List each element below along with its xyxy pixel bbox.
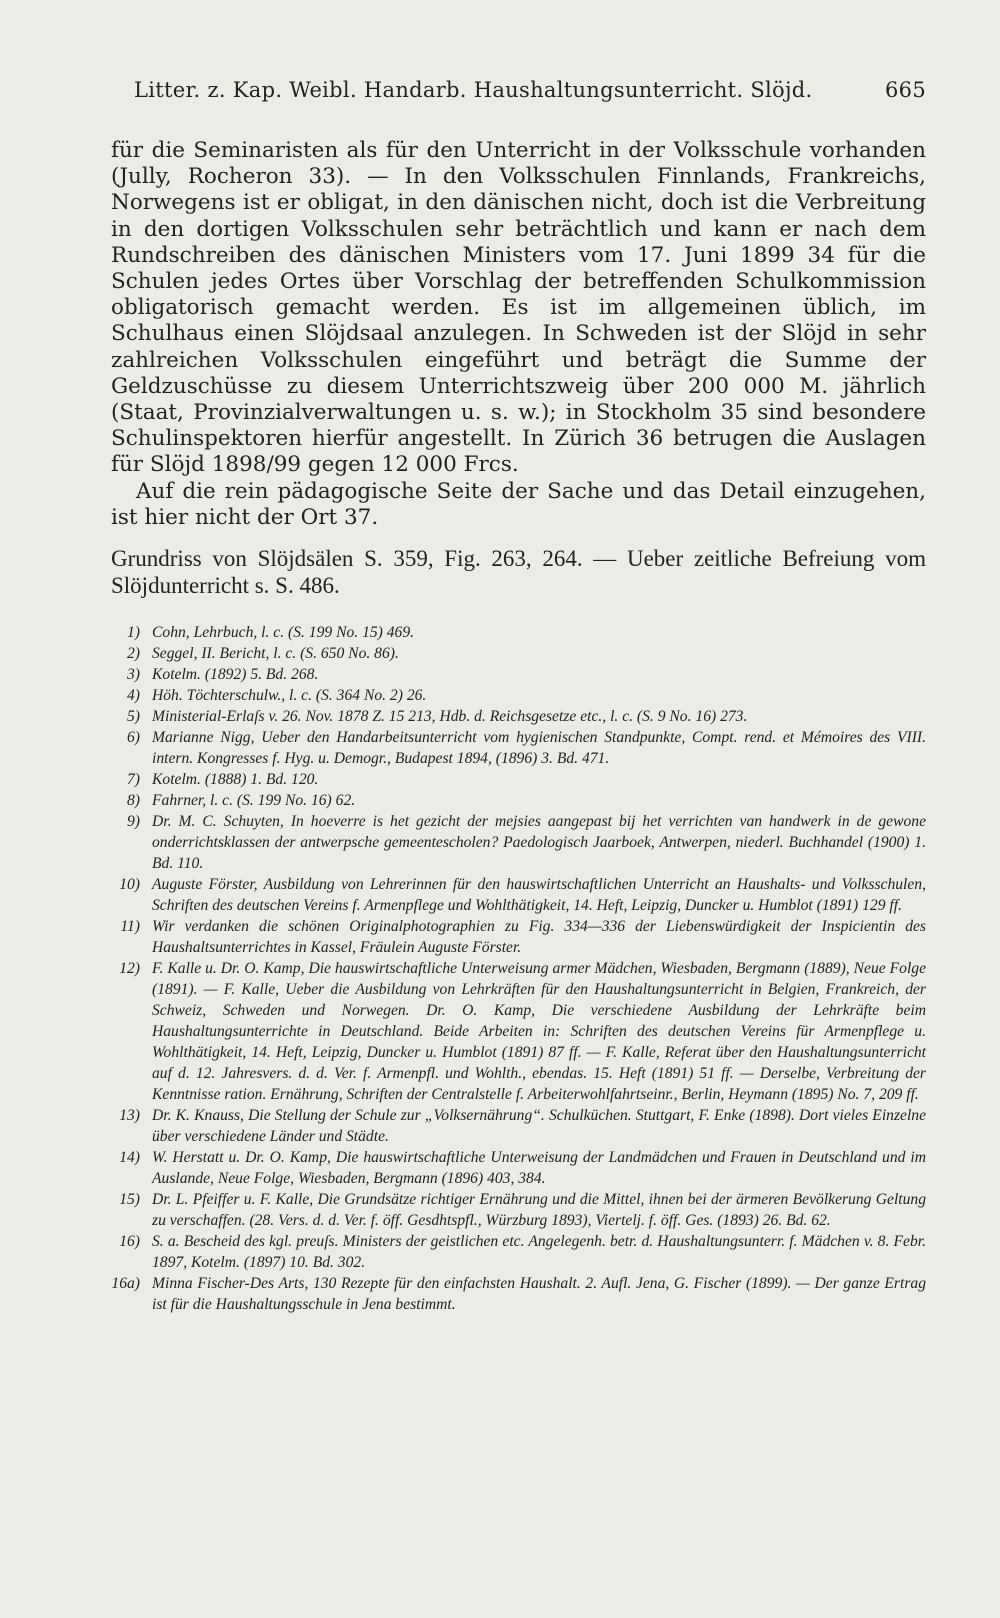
footnote-text: Cohn, Lehrbuch, l. c. (S. 199 No. 15) 469. (152, 624, 415, 641)
running-header (134, 78, 926, 102)
footnote-number: 6) (127, 729, 140, 746)
paragraph-2: Auf die rein pädagogische Seite der Sache und das Detail einzugehen, ist hier nicht der Ort 37. (111, 478, 926, 530)
footnote-text: Auguste Förster, Ausbildung von Lehrerinnen für den hauswirtschaftlichen Unterricht an Haushalts- und Volksschulen, Schriften des deutschen Vereins f. Armenpflege und Wohlthätigkeit, 14. Heft, Leipzig, Duncker u. Humblot (1891) 129 ff. (152, 876, 926, 914)
footnote-number: 16) (119, 1233, 140, 1250)
footnote-text: Fahrner, l. c. (S. 199 No. 16) 62. (152, 792, 356, 809)
footnote-text: Dr. M. C. Schuyten, In hoeverre is het gezicht der mejsies aangepast bij het verrichten van handwerk in de gewone onderrichtsklassen der antwerpsche gemeentescholen? Paedologisch Jaarboek, Antwerpen, niederl. Buchhandel (1900) 1. Bd. 110. (152, 813, 926, 872)
footnote-text: Ministerial-Erlaſs v. 26. Nov. 1878 Z. 15 213, Hdb. d. Reichsgesetze etc., l. c. (S. 9 No. 16) 273. (152, 708, 748, 725)
footnote (111, 811, 926, 874)
page-number: 665 (885, 78, 926, 102)
footnote-text: S. a. Bescheid des kgl. preuſs. Ministers der geistlichen etc. Angelegenh. betr. d. Haushaltungsunterr. f. Mädchen v. 8. Febr. 1897, Kotelm. (1897) 10. Bd. 302. (152, 1233, 926, 1271)
footnote-number: 15) (119, 1191, 140, 1208)
footnote-number: 11) (120, 918, 140, 935)
footnote (111, 1231, 926, 1273)
footnote (111, 622, 926, 643)
footnote (111, 664, 926, 685)
grundriss-note: Grundriss von Slöjdsälen S. 359, Fig. 263, 264. — Ueber zeitliche Befreiung vom Slöjdunterricht s. S. 486. (111, 546, 926, 598)
footnote-number: 14) (119, 1149, 140, 1166)
footnote-number: 1) (127, 624, 140, 641)
footnote (111, 1189, 926, 1231)
footnote-number: 9) (127, 813, 140, 830)
footnote-number: 7) (127, 771, 140, 788)
footnote-text: Höh. Töchterschulw., l. c. (S. 364 No. 2) 26. (152, 687, 427, 704)
footnote-number: 13) (119, 1107, 140, 1124)
footnote (111, 727, 926, 769)
body-text (111, 138, 926, 531)
footnote-number: 10) (119, 876, 140, 893)
footnote (111, 958, 926, 1105)
footnote (111, 916, 926, 958)
footnote-text: Wir verdanken die schönen Originalphotographien zu Fig. 334—336 der Liebenswürdigkeit der Inspicientin des Haushaltsunterrichtes in Kassel, Fräulein Auguste Förster. (152, 918, 926, 956)
footnote-text: Dr. L. Pfeiffer u. F. Kalle, Die Grundsätze richtiger Ernährung und die Mittel, ihnen bei der ärmeren Bevölkerung Geltung zu verschaffen. (28. Vers. d. d. Ver. f. öff. Gesdhtspfl., Würzburg 1893), Viertelj. f. öff. Ges. (1893) 26. Bd. 62. (152, 1191, 926, 1229)
paragraph-1: für die Seminaristen als für den Unterricht in der Volksschule vorhanden (Jully, Rocheron 33). — In den Volksschulen Finnlands, Frankreichs, Norwegens ist er obligat, in den dänischen nicht, doch ist die Verbreitung in den dortigen Volksschulen sehr beträchtlich und kann er nach dem Rundschreiben des dänischen Ministers vom 17. Juni 1899 34 für die Schulen jedes Ortes über Vorschlag der betreffenden Schulkommission obligatorisch gemacht werden. Es ist im allgemeinen üblich, im Schulhaus einen Slöjdsaal anzulegen. In Schweden ist der Slöjd in sehr zahlreichen Volksschulen eingeführt und beträgt die Summe der Geldzuschüsse zu diesem Unterrichtszweig über 200 000 M. jährlich (Staat, Provinzialverwaltungen u. s. w.); in Stockholm 35 sind besondere Schulinspektoren hierfür angestellt. In Zürich 36 betrugen die Auslagen für Slöjd 1898/99 gegen 12 000 Frcs. (111, 138, 926, 478)
footnote-text: Dr. K. Knauss, Die Stellung der Schule zur „Volksernährung“. Schulküchen. Stuttgart, F. Enke (1898). Dort vieles Einzelne über verschiedene Länder und Städte. (152, 1107, 926, 1145)
footnote (111, 1105, 926, 1147)
footnote-number: 5) (127, 708, 140, 725)
footnote (111, 874, 926, 916)
footnote (111, 643, 926, 664)
footnote (111, 790, 926, 811)
footnote-text: Seggel, II. Bericht, l. c. (S. 650 No. 86). (152, 645, 399, 662)
footnote-number: 8) (127, 792, 140, 809)
footnote-number: 2) (127, 645, 140, 662)
footnote-text: Kotelm. (1892) 5. Bd. 268. (152, 666, 319, 683)
footnote-number: 4) (127, 687, 140, 704)
header-title: Litter. z. Kap. Weibl. Handarb. Haushaltungsunterricht. Slöjd. (134, 78, 813, 102)
footnote-text: Marianne Nigg, Ueber den Handarbeitsunterricht vom hygienischen Standpunkte, Compt. rend. et Mémoires des VIII. intern. Kongresses f. Hyg. u. Demogr., Budapest 1894, (1896) 3. Bd. 471. (152, 729, 926, 767)
footnote (111, 1273, 926, 1315)
footnote-number: 12) (119, 960, 140, 977)
footnote-text: W. Herstatt u. Dr. O. Kamp, Die hauswirtschaftliche Unterweisung der Landmädchen und Frauen in Deutschland und im Auslande, Neue Folge, Wiesbaden, Bergmann (1896) 403, 384. (152, 1149, 926, 1187)
footnote-number: 16a) (111, 1275, 140, 1292)
footnote-text: F. Kalle u. Dr. O. Kamp, Die hauswirtschaftliche Unterweisung armer Mädchen, Wiesbaden, Bergmann (1889), Neue Folge (1891). — F. Kalle, Ueber die Ausbildung von Lehrkräften für den Haushaltungsunterricht in Belgien, Frankreich, der Schweiz, Schweden und Norwegen. Dr. O. Kamp, Die verschiedene Ausbildung der Lehrkräfte beim Haushaltungsunterrichte in Deutschland. Beide Arbeiten in: Schriften des deutschen Vereins für Armenpflege u. Wohlthätigkeit, 14. Heft, Leipzig, Duncker u. Humblot (1891) 87 ff. — F. Kalle, Referat über den Haushaltungsunterricht auf d. 12. Jahresvers. d. d. Ver. f. Armenpfl. und Wohlth., ebendas. 15. Heft (1891) 51 ff. — Derselbe, Verbreitung der Kenntnisse ration. Ernährung, Schriften der Centralstelle f. Arbeiterwohlfahrtseinr., Berlin, Heymann (1895) No. 7, 209 ff. (152, 960, 926, 1103)
footnote-text: Minna Fischer-Des Arts, 130 Rezepte für den einfachsten Haushalt. 2. Aufl. Jena, G. Fischer (1899). — Der ganze Ertrag ist für die Haushaltungsschule in Jena bestimmt. (152, 1275, 926, 1313)
footnote-text: Kotelm. (1888) 1. Bd. 120. (152, 771, 319, 788)
footnote (111, 1147, 926, 1189)
footnotes (111, 622, 926, 1315)
footnote (111, 769, 926, 790)
footnote-number: 3) (127, 666, 140, 683)
footnote (111, 685, 926, 706)
footnote (111, 706, 926, 727)
